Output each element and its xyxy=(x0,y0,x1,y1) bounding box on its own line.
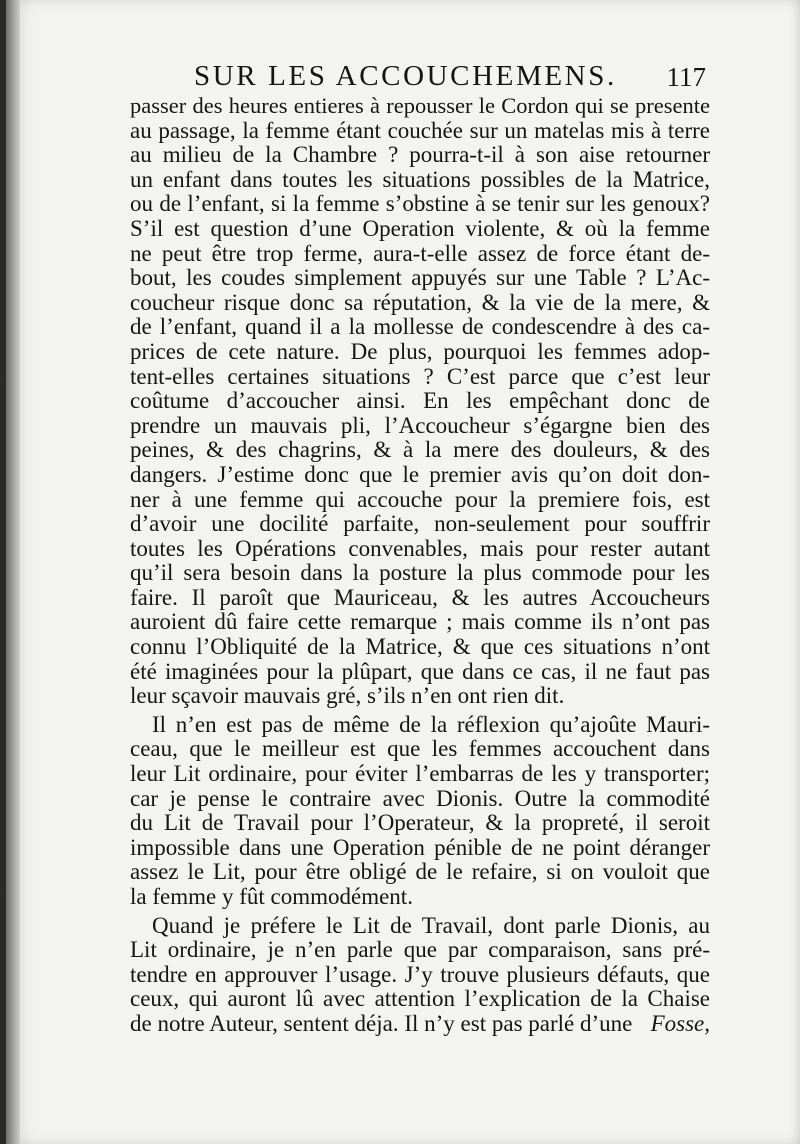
text-line: la femme y fût commodément. xyxy=(130,885,413,909)
text-line: Lit ordinaire, je n’en parle que par comparaison, sans pré- xyxy=(130,938,710,963)
text-line: toutes les Opérations convenables, mais pour rester autant xyxy=(130,536,710,561)
text-line: de notre Auteur, sentent déja. Il n’y est pas parlé d’une xyxy=(130,1011,633,1036)
text-line: été imaginées pour la plûpart, que dans ce cas, il ne faut pas xyxy=(130,659,710,684)
text-line: connu l’Obliquité de la Matrice, & que ces situations n’ont xyxy=(130,635,710,660)
text-line: d’avoir une docilité parfaite, non-seulement pour souffrir xyxy=(130,512,710,537)
text-line: ou de l’enfant, si la femme s’obstine à se tenir sur les genoux? xyxy=(130,192,710,217)
text-line: S’il est question d’une Operation violente, & où la femme xyxy=(130,216,710,241)
text-line: assez le Lit, pour être obligé de le refaire, si on vouloit que xyxy=(130,860,710,885)
text-line: ne peut être trop ferme, aura-t-elle assez de force étant de- xyxy=(130,241,710,266)
text-line: leur sçavoir mauvais gré, s’ils n’en ont rien dit. xyxy=(130,684,565,709)
text-line: ner à une femme qui accouche pour la premiere fois, est xyxy=(130,487,710,512)
paragraph-2 xyxy=(130,713,710,910)
text-line-final xyxy=(130,1012,710,1037)
text-line: au milieu de la Chambre ? pourra-t-il à son aise retourner xyxy=(130,143,710,168)
text-line: prices de cete nature. De plus, pourquoi les femmes adop- xyxy=(130,339,710,364)
body-text xyxy=(130,94,710,1037)
text-line: auroient dû faire cette remarque ; mais comme ils n’ont pas xyxy=(130,610,710,635)
text-line: ceau, que le meilleur est que les femmes accouchent dans xyxy=(130,737,710,762)
paragraph-1 xyxy=(130,94,710,709)
text-line: Il n’en est pas de même de la réflexion qu’ajoûte Mauri- xyxy=(152,712,710,737)
text-line: au passage, la femme étant couchée sur un matelas mis à terre xyxy=(130,118,710,143)
text-line: ceux, qui auront lû avec attention l’explication de la Chaise xyxy=(130,987,710,1012)
text-line: tendre en approuver l’usage. J’y trouve plusieurs défauts, que xyxy=(130,962,710,987)
text-line: passer des heures entieres à repousser le Cordon qui se presente xyxy=(130,94,710,118)
text-line: Quand je préfere le Lit de Travail, dont parle Dionis, au xyxy=(152,913,710,938)
text-line: un enfant dans toutes les situations possibles de la Matrice, xyxy=(130,167,710,192)
text-line: coucheur risque donc sa réputation, & la vie de la mere, & xyxy=(130,290,710,315)
text-line: car je pense le contraire avec Dionis. Outre la commodité xyxy=(130,786,710,811)
page-header xyxy=(194,60,714,96)
text-line: prendre un mauvais pli, l’Accoucheur s’égargne bien des xyxy=(130,413,710,438)
text-line: tent-elles certaines situations ? C’est parce que c’est leur xyxy=(130,364,710,389)
paragraph-3 xyxy=(130,914,710,1037)
italic-word: Fosse, xyxy=(650,1011,710,1036)
page-number: 117 xyxy=(666,62,706,92)
text-line: qu’il sera besoin dans la posture la plus commode pour les xyxy=(130,561,710,586)
text-line: peines, & des chagrins, & à la mere des douleurs, & des xyxy=(130,438,710,463)
text-line: dangers. J’estime donc que le premier avis qu’on doit don- xyxy=(130,462,710,487)
text-line: du Lit de Travail pour l’Operateur, & la propreté, il seroit xyxy=(130,811,710,836)
text-line: coûtume d’accoucher ainsi. En les empêchant donc de xyxy=(130,389,710,414)
book-page xyxy=(6,0,800,1144)
page-gutter-shadow xyxy=(6,0,20,1144)
text-line: de l’enfant, quand il a la mollesse de condescendre à des ca- xyxy=(130,315,710,340)
running-title: SUR LES ACCOUCHEMENS. xyxy=(194,60,617,92)
text-line: bout, les coudes simplement appuyés sur une Table ? L’Ac- xyxy=(130,266,710,291)
text-line: faire. Il paroît que Mauriceau, & les autres Accoucheurs xyxy=(130,585,710,610)
text-line: impossible dans une Operation pénible de ne point déranger xyxy=(130,835,710,860)
text-line: leur Lit ordinaire, pour éviter l’embarras de les y transporter; xyxy=(130,762,710,787)
